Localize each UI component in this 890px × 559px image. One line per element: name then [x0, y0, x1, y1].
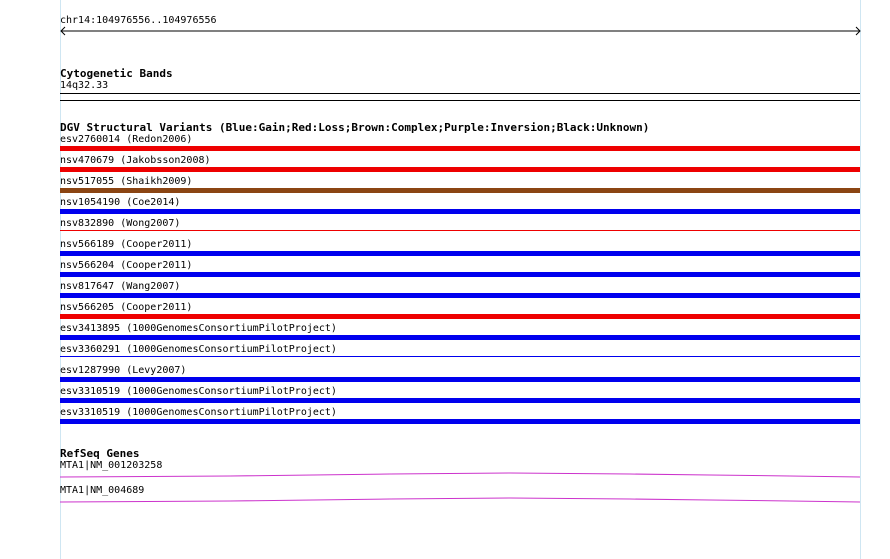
- dgv-variant-label[interactable]: esv2760014 (Redon2006): [60, 134, 193, 145]
- dgv-variant-bar[interactable]: [60, 167, 860, 172]
- dgv-variant-label[interactable]: nsv817647 (Wang2007): [60, 281, 181, 292]
- ruler-axis: [58, 26, 864, 36]
- dgv-variant-bar[interactable]: [60, 356, 860, 357]
- cytogenetic-band-label: 14q32.33: [60, 80, 109, 91]
- cytogenetic-bands-title: Cytogenetic Bands: [60, 67, 173, 80]
- dgv-variant-bar[interactable]: [60, 377, 860, 382]
- dgv-variant-bar[interactable]: [60, 209, 860, 214]
- track-right-border: [860, 0, 861, 559]
- dgv-variant-label[interactable]: nsv566189 (Cooper2011): [60, 239, 193, 250]
- refseq-track-title: RefSeq Genes: [60, 447, 140, 460]
- dgv-variant-bar[interactable]: [60, 251, 860, 256]
- dgv-variant-label[interactable]: nsv832890 (Wong2007): [60, 218, 181, 229]
- track-separator: [60, 100, 860, 101]
- dgv-variant-label[interactable]: nsv517055 (Shaikh2009): [60, 176, 193, 187]
- dgv-variant-bar[interactable]: [60, 398, 860, 403]
- dgv-variant-bar[interactable]: [60, 293, 860, 298]
- dgv-variant-label[interactable]: esv3413895 (1000GenomesConsortiumPilotProject): [60, 323, 337, 334]
- ruler-range-label: chr14:104976556..104976556: [60, 15, 217, 26]
- dgv-variant-label[interactable]: esv3360291 (1000GenomesConsortiumPilotProject): [60, 344, 337, 355]
- dgv-variant-bar[interactable]: [60, 230, 860, 231]
- dgv-variant-bar[interactable]: [60, 335, 860, 340]
- dgv-variant-label[interactable]: esv3310519 (1000GenomesConsortiumPilotProject): [60, 386, 337, 397]
- dgv-track-title: DGV Structural Variants (Blue:Gain;Red:Loss;Brown:Complex;Purple:Inversion;Black:Unknown): [60, 121, 650, 134]
- refseq-gene-model[interactable]: [60, 470, 860, 480]
- cytogenetic-band-line: [60, 93, 860, 94]
- dgv-variant-bar[interactable]: [60, 146, 860, 151]
- dgv-variant-label[interactable]: nsv470679 (Jakobsson2008): [60, 155, 211, 166]
- dgv-variant-label[interactable]: nsv566205 (Cooper2011): [60, 302, 193, 313]
- dgv-variant-bar[interactable]: [60, 272, 860, 277]
- refseq-gene-label[interactable]: MTA1|NM_004689: [60, 485, 145, 496]
- dgv-variant-label[interactable]: esv1287990 (Levy2007): [60, 365, 187, 376]
- dgv-variant-label[interactable]: nsv566204 (Cooper2011): [60, 260, 193, 271]
- refseq-gene-model[interactable]: [60, 495, 860, 505]
- dgv-variant-bar[interactable]: [60, 419, 860, 424]
- dgv-variant-bar[interactable]: [60, 188, 860, 193]
- dgv-variant-label[interactable]: nsv1054190 (Coe2014): [60, 197, 181, 208]
- dgv-variant-bar[interactable]: [60, 314, 860, 319]
- refseq-gene-label[interactable]: MTA1|NM_001203258: [60, 460, 163, 471]
- dgv-variant-label[interactable]: esv3310519 (1000GenomesConsortiumPilotProject): [60, 407, 337, 418]
